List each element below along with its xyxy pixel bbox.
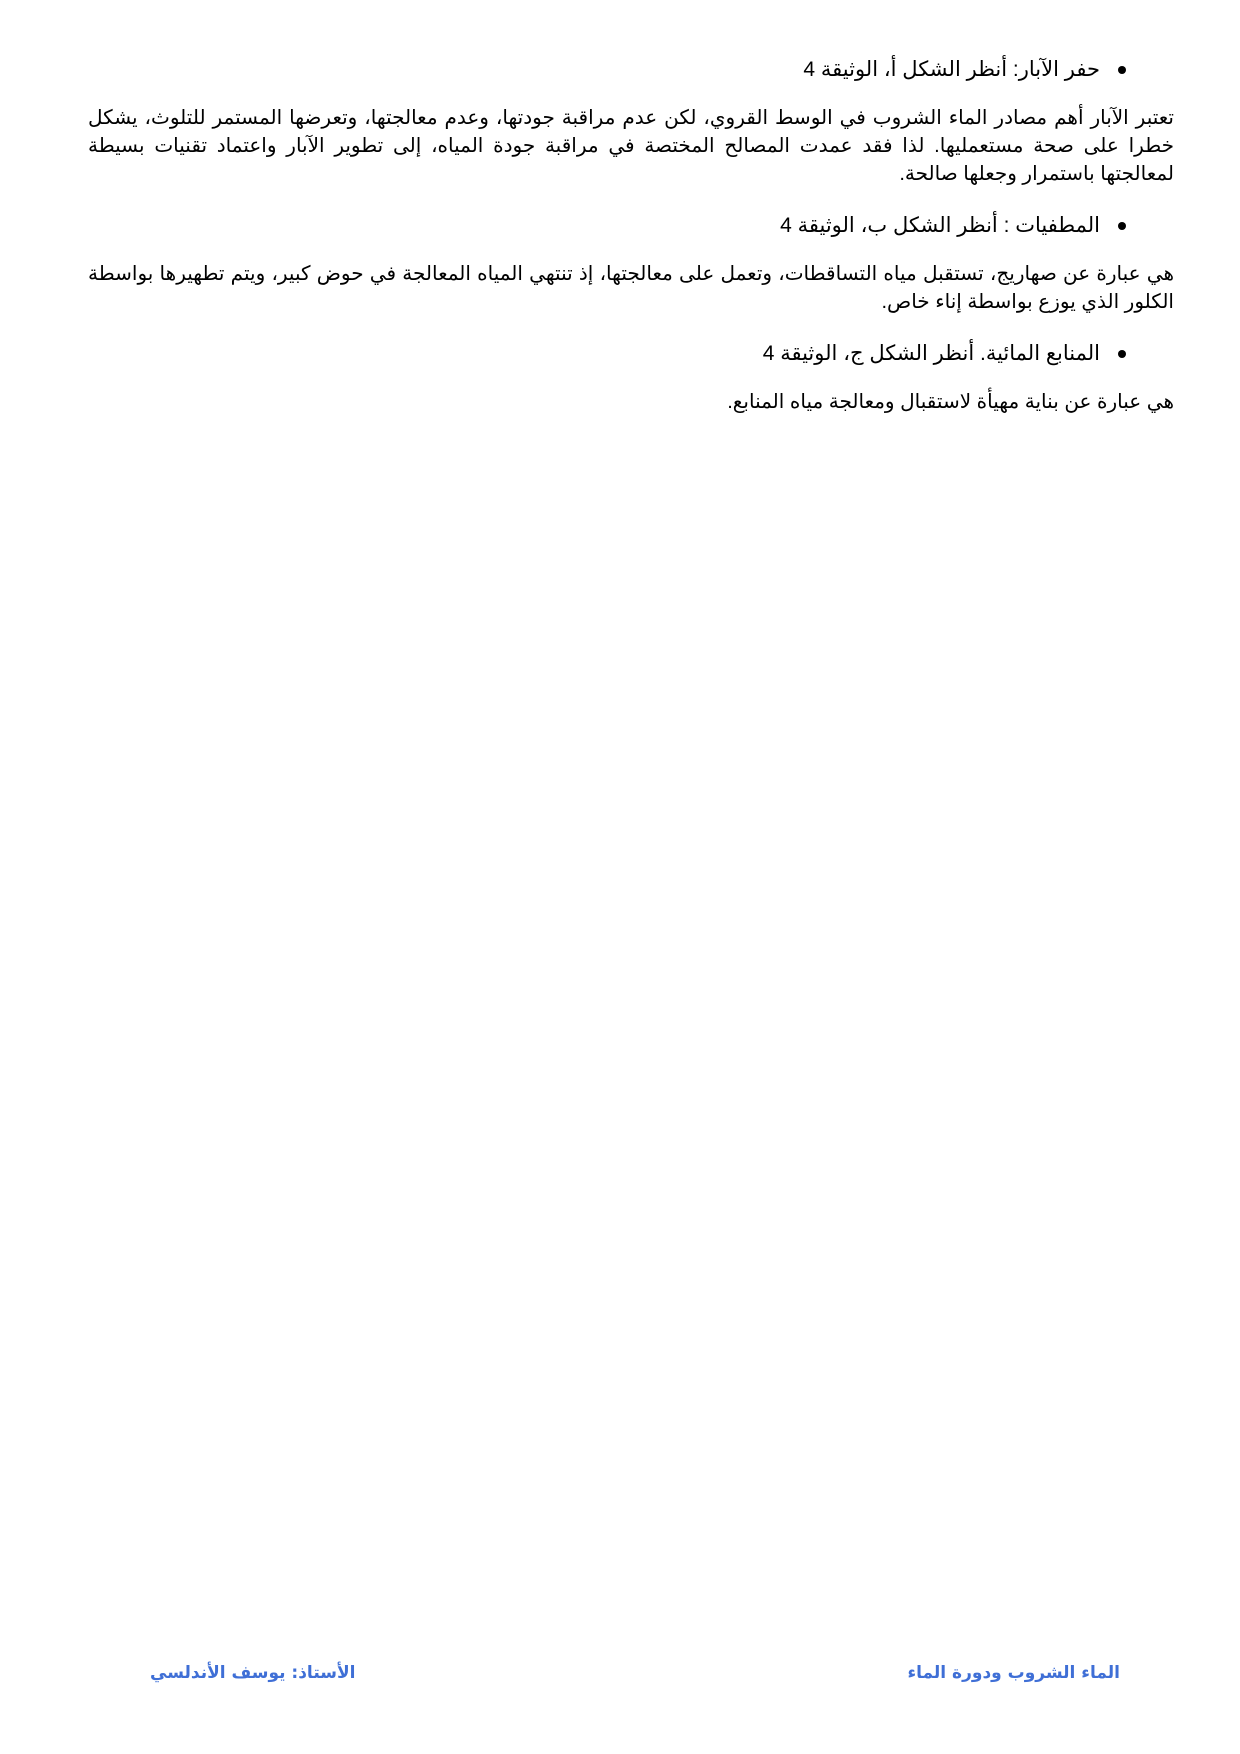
section-1-heading <box>88 54 1174 86</box>
section-1-heading-text: حفر الآبار: أنظر الشكل أ، الوثيقة 4 <box>803 58 1100 81</box>
bullet-icon <box>1118 350 1126 358</box>
footer-teacher-name: الأستاذ: يوسف الأندلسي <box>150 1663 356 1683</box>
section-2-heading-text: المطفيات : أنظر الشكل ب، الوثيقة 4 <box>780 214 1100 237</box>
footer-lesson-title: الماء الشروب ودورة الماء <box>907 1663 1120 1683</box>
section-3-heading-text: المنابع المائية. أنظر الشكل ج، الوثيقة 4 <box>762 342 1100 365</box>
bullet-icon <box>1118 222 1126 230</box>
section-3-paragraph: هي عبارة عن بناية مهيأة لاستقبال ومعالجة مياه المنابع. <box>727 391 1174 413</box>
document-body <box>88 54 1174 438</box>
section-2-paragraph: هي عبارة عن صهاريج، تستقبل مياه التساقطات، وتعمل على معالجتها، إذ تنتهي المياه المعالجة في حوض كبير، ويتم تطهيرها بواسطة الكلور الذي يوزع بواسطة إناء خاص. <box>88 263 1174 313</box>
bullet-icon <box>1118 66 1126 74</box>
section-2-heading <box>88 210 1174 242</box>
section-1-paragraph: تعتبر الآبار أهم مصادر الماء الشروب في الوسط القروي، لكن عدم مراقبة جودتها، وعدم معالجتها، وتعرضها المستمر للتلوث، يشكل خطرا على صحة مستعمليها. لذا فقد عمدت المصالح المختصة في مراقبة جودة المياه، إلى تطوير الآبار واعتماد تقنيات بسيطة لمعالجتها باستمرار وجعلها صالحة. <box>88 107 1174 185</box>
section-3-heading <box>88 338 1174 370</box>
